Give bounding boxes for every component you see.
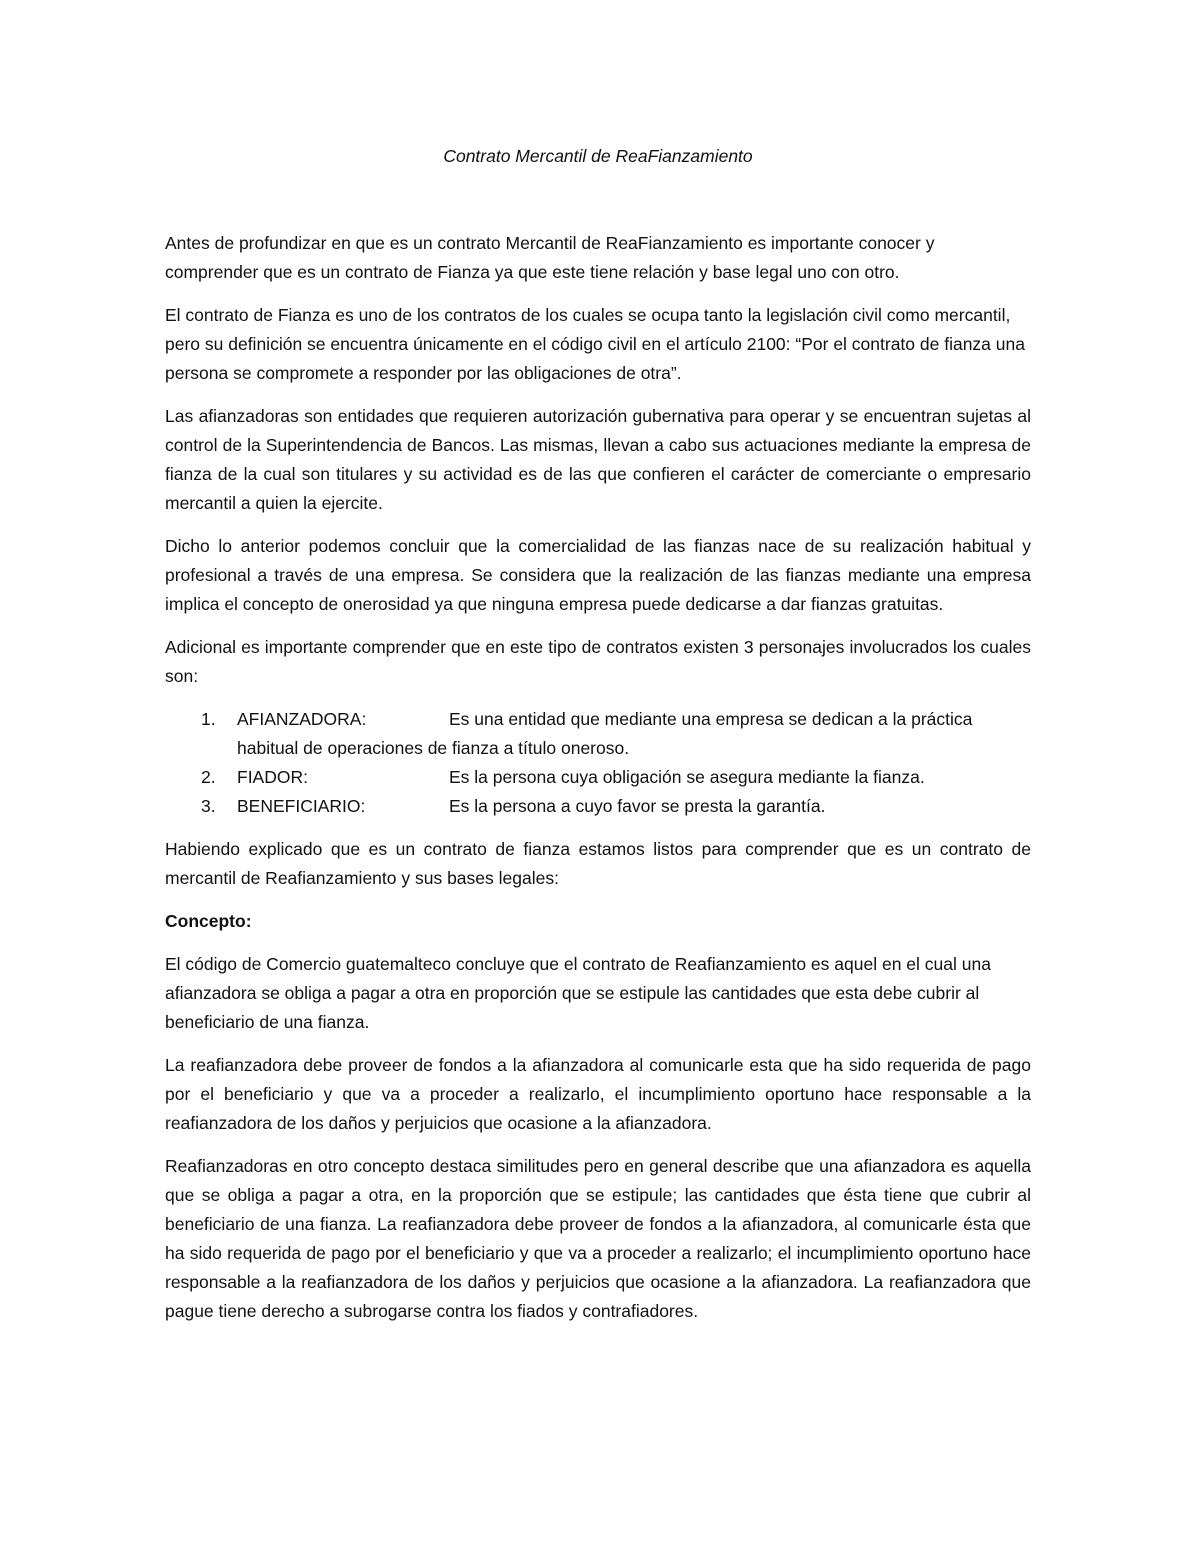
paragraph-concept-1: El código de Comercio guatemalteco concluye que el contrato de Reafianzamiento es aquel en el cual una afianzadora se obliga a pagar a otra en proporción que se estipule las cantidades que esta debe cubrir al beneficiario de una fianza. <box>165 954 991 1032</box>
paragraph-intro-3: Las afianzadoras son entidades que requieren autorización gubernativa para operar y se encuentran sujetas al control de la Superintendencia de Bancos. Las mismas, llevan a cabo sus actuaciones mediante la empresa de fianza de la cual son titulares y su actividad es de las que confieren el carácter de comerciante o empresario mercantil a quien la ejercite. <box>165 406 1031 513</box>
list-item <box>165 705 1031 763</box>
list-item-term: FIADOR: <box>237 767 308 787</box>
list-item-definition: Es la persona a cuyo favor se presta la garantía. <box>449 796 826 816</box>
paragraph-intro-2: El contrato de Fianza es uno de los contratos de los cuales se ocupa tanto la legislación civil como mercantil, pero su definición se encuentra únicamente en el código civil en el artículo 2100: “Por el contrato de fianza una persona se compromete a responder por las obligaciones de otra”. <box>165 305 1025 383</box>
list-item <box>165 763 1031 792</box>
list-item <box>165 792 1031 821</box>
paragraph-after-list: Habiendo explicado que es un contrato de fianza estamos listos para comprender que es un contrato de mercantil de Reafianzamiento y sus bases legales: <box>165 839 1031 888</box>
roles-list <box>165 705 1031 821</box>
paragraph-intro-4: Dicho lo anterior podemos concluir que la comercialidad de las fianzas nace de su realización habitual y profesional a través de una empresa. Se considera que la realización de las fianzas mediante una empresa implica el concepto de onerosidad ya que ninguna empresa puede dedicarse a dar fianzas gratuitas. <box>165 536 1031 614</box>
paragraph-intro-5: Adicional es importante comprender que en este tipo de contratos existen 3 personajes involucrados los cuales son: <box>165 637 1031 686</box>
list-item-definition: Es una entidad que mediante una empresa se dedican a la práctica habitual de operaciones de fianza a título oneroso. <box>237 709 973 758</box>
paragraph-concept-2: La reafianzadora debe proveer de fondos a la afianzadora al comunicarle esta que ha sido requerida de pago por el beneficiario y que va a proceder a realizarlo, el incumplimiento oportuno hace responsable a la reafianzadora de los daños y perjuicios que ocasione a la afianzadora. <box>165 1055 1031 1133</box>
section-heading-concepto: Concepto: <box>165 911 252 931</box>
list-item-number: 3. <box>201 796 216 816</box>
paragraph-intro-1: Antes de profundizar en que es un contrato Mercantil de ReaFianzamiento es importante conocer y comprender que es un contrato de Fianza ya que este tiene relación y base legal uno con otro. <box>165 233 935 282</box>
list-item-definition: Es la persona cuya obligación se asegura mediante la fianza. <box>449 767 925 787</box>
list-item-term: BENEFICIARIO: <box>237 796 366 816</box>
list-item-number: 1. <box>201 709 216 729</box>
paragraph-concept-3: Reafianzadoras en otro concepto destaca similitudes pero en general describe que una afianzadora es aquella que se obliga a pagar a otra, en la proporción que se estipule; las cantidades que ésta tiene que cubrir al beneficiario de una fianza. La reafianzadora debe proveer de fondos a la afianzadora, al comunicarle ésta que ha sido requerida de pago por el beneficiario y que va a proceder a realizarlo; el incumplimiento oportuno hace responsable a la reafianzadora de los daños y perjuicios que ocasione a la afianzadora. La reafianzadora que pague tiene derecho a subrogarse contra los fiados y contrafiadores. <box>165 1156 1031 1321</box>
document-title: Contrato Mercantil de ReaFianzamiento <box>443 146 753 166</box>
document-body <box>165 142 1031 1340</box>
list-item-term: AFIANZADORA: <box>237 709 367 729</box>
list-item-number: 2. <box>201 767 216 787</box>
